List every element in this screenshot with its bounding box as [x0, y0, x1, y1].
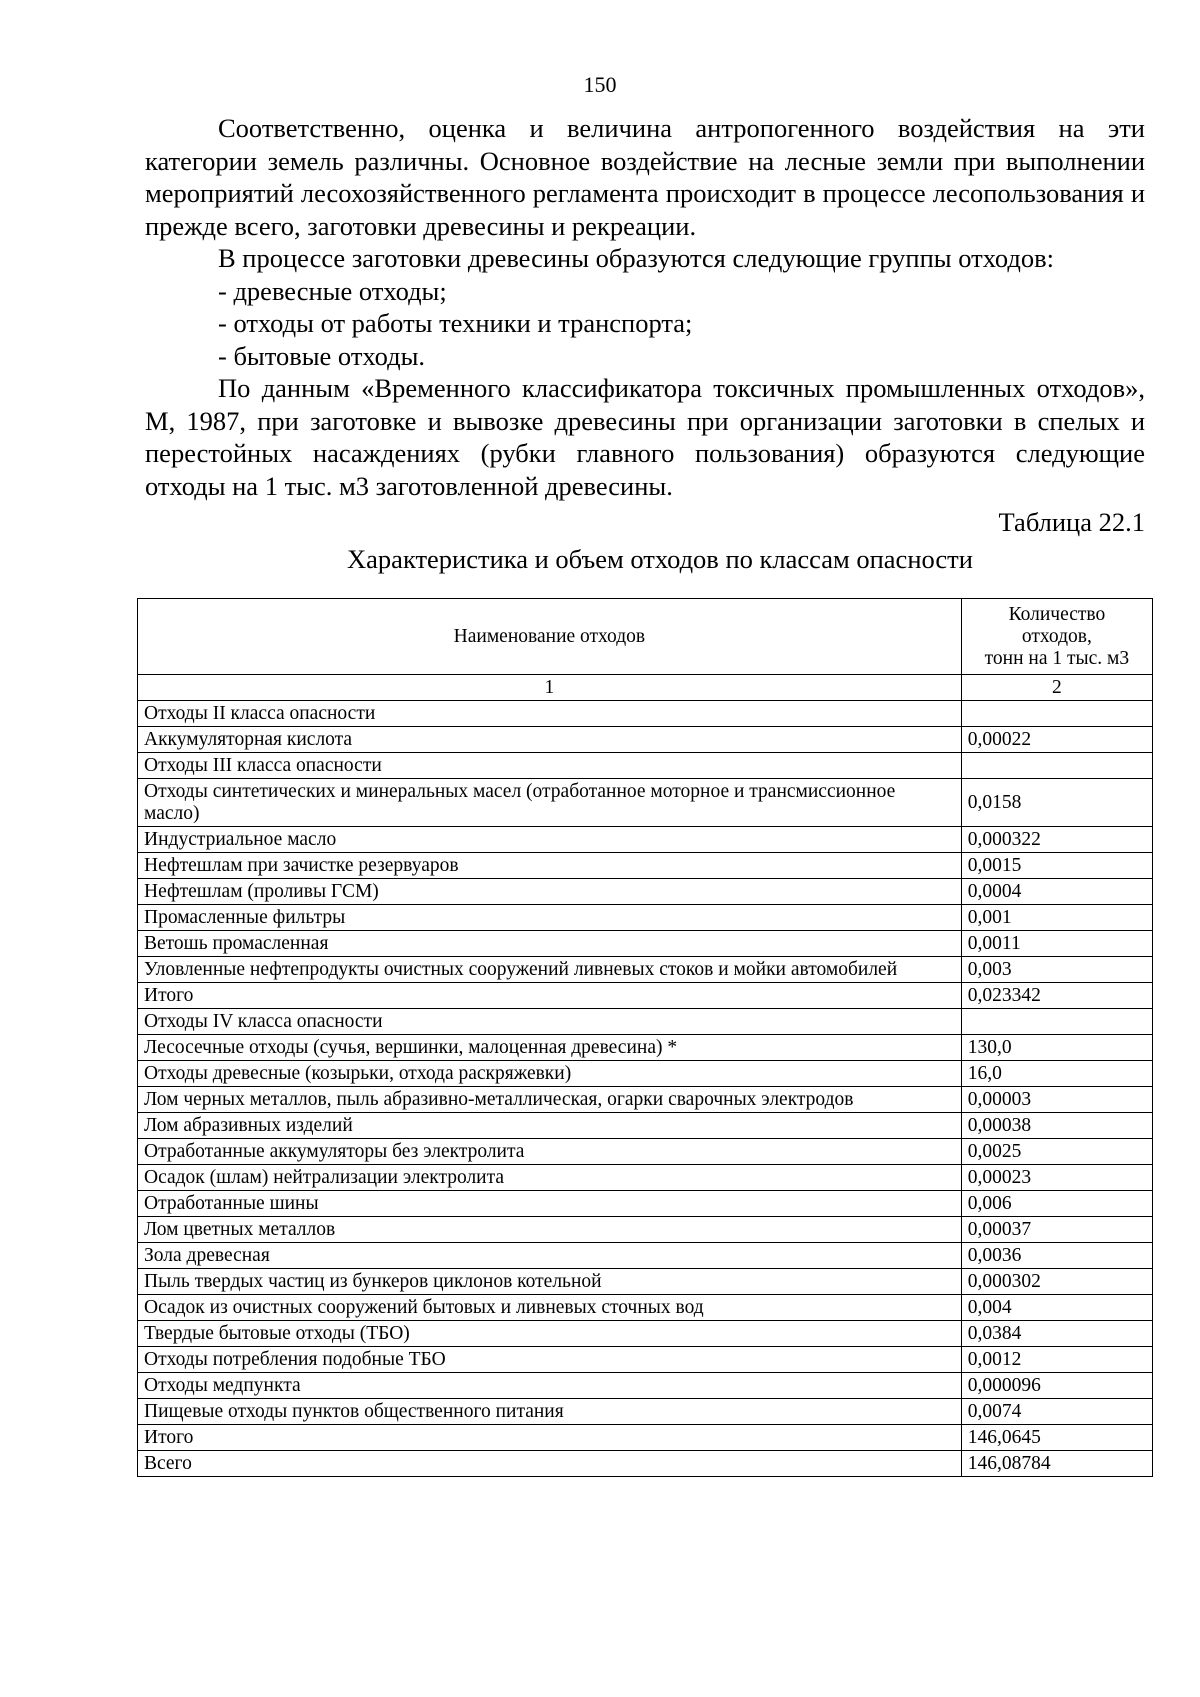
table-row — [138, 1035, 1153, 1061]
waste-qty-cell: 16,0 — [961, 1061, 1152, 1087]
table-label: Таблица 22.1 — [998, 507, 1145, 537]
table-row — [138, 1295, 1153, 1321]
waste-table — [137, 598, 1153, 1477]
table-row — [138, 701, 1153, 727]
table-row — [138, 879, 1153, 905]
waste-qty-cell: 0,004 — [961, 1295, 1152, 1321]
table-row — [138, 1217, 1153, 1243]
waste-name-cell: Пищевые отходы пунктов общественного питания — [138, 1399, 962, 1425]
waste-qty-cell: 0,0015 — [961, 853, 1152, 879]
table-row — [138, 931, 1153, 957]
page-number: 150 — [583, 72, 617, 97]
waste-name-cell: Твердые бытовые отходы (ТБО) — [138, 1321, 962, 1347]
waste-qty-cell: 146,0645 — [961, 1425, 1152, 1451]
waste-name-cell: Нефтешлам (проливы ГСМ) — [138, 879, 962, 905]
waste-qty-cell: 0,0384 — [961, 1321, 1152, 1347]
table-row — [138, 753, 1153, 779]
waste-qty-cell: 146,08784 — [961, 1451, 1152, 1477]
waste-name-cell: Отходы IV класса опасности — [138, 1009, 962, 1035]
table-row — [138, 1451, 1153, 1477]
table-row — [138, 983, 1153, 1009]
waste-qty-cell: 0,000096 — [961, 1373, 1152, 1399]
waste-qty-cell — [961, 701, 1152, 727]
table-row — [138, 1347, 1153, 1373]
waste-qty-cell: 0,000322 — [961, 827, 1152, 853]
waste-name-cell: Отходы древесные (козырьки, отхода раскряжевки) — [138, 1061, 962, 1087]
list-item: - древесные отходы; — [218, 275, 447, 306]
waste-qty-cell — [961, 753, 1152, 779]
paragraph-1: Соответственно, оценка и величина антропогенного воздействия на эти категории земель различны. Основное воздействие на лесные земли при выполнении мероприятий лесохозяйственного регламента происходит в процессе лесопользования и прежде всего, заготовки древесины и рекреации. — [145, 113, 1145, 241]
waste-qty-cell: 0,00003 — [961, 1087, 1152, 1113]
waste-name-cell: Всего — [138, 1451, 962, 1477]
waste-qty-cell: 0,006 — [961, 1191, 1152, 1217]
waste-name-cell: Нефтешлам при зачистке резервуаров — [138, 853, 962, 879]
table-row — [138, 1061, 1153, 1087]
header-name: Наименование отходов — [138, 599, 962, 675]
waste-qty-cell: 0,001 — [961, 905, 1152, 931]
header-qty-line1: Количество — [1008, 604, 1106, 625]
paragraph-2: В процессе заготовки древесины образуются следующие группы отходов: — [218, 243, 1055, 273]
table-row — [138, 827, 1153, 853]
waste-qty-cell: 130,0 — [961, 1035, 1152, 1061]
waste-qty-cell: 0,0158 — [961, 779, 1152, 827]
table-row — [138, 1139, 1153, 1165]
waste-name-cell: Отработанные аккумуляторы без электролита — [138, 1139, 962, 1165]
waste-name-cell: Лесосечные отходы (сучья, вершинки, малоценная древесина) * — [138, 1035, 962, 1061]
waste-name-cell: Лом цветных металлов — [138, 1217, 962, 1243]
table-row — [138, 1113, 1153, 1139]
waste-qty-cell: 0,00022 — [961, 727, 1152, 753]
table-row — [138, 1399, 1153, 1425]
waste-name-cell: Отходы потребления подобные ТБО — [138, 1347, 962, 1373]
table-row — [138, 1373, 1153, 1399]
column-number: 2 — [961, 675, 1152, 701]
waste-name-cell: Индустриальное масло — [138, 827, 962, 853]
waste-qty-cell: 0,000302 — [961, 1269, 1152, 1295]
waste-qty-cell: 0,023342 — [961, 983, 1152, 1009]
waste-name-cell: Уловленные нефтепродукты очистных сооружений ливневых стоков и мойки автомобилей — [138, 957, 962, 983]
waste-name-cell: Итого — [138, 1425, 962, 1451]
waste-name-cell: Отходы III класса опасности — [138, 753, 962, 779]
table-row — [138, 1165, 1153, 1191]
table-row — [138, 1243, 1153, 1269]
waste-name-cell: Отходы II класса опасности — [138, 701, 962, 727]
waste-qty-cell: 0,0036 — [961, 1243, 1152, 1269]
column-number: 1 — [138, 675, 962, 701]
table-row — [138, 957, 1153, 983]
table-header-row — [138, 599, 1153, 675]
waste-qty-cell: 0,0004 — [961, 879, 1152, 905]
paragraph-3: По данным «Временного классификатора токсичных промышленных отходов», М, 1987, при заготовке и вывозке древесины при организации заготовки в спелых и перестойных насаждениях (рубки главного пользования) образуются следующие отходы на 1 тыс. м3 заготовленной древесины. — [145, 373, 1145, 501]
table-row — [138, 1087, 1153, 1113]
header-qty-line2: отходов, — [1021, 626, 1092, 647]
table-row — [138, 905, 1153, 931]
table-caption: Характеристика и объем отходов по классам опасности — [347, 543, 973, 574]
table-row — [138, 727, 1153, 753]
table-row — [138, 779, 1153, 827]
waste-name-cell: Лом черных металлов, пыль абразивно-металлическая, огарки сварочных электродов — [138, 1087, 962, 1113]
table-row — [138, 1425, 1153, 1451]
waste-qty-cell: 0,00023 — [961, 1165, 1152, 1191]
waste-name-cell: Осадок (шлам) нейтрализации электролита — [138, 1165, 962, 1191]
waste-qty-cell: 0,0025 — [961, 1139, 1152, 1165]
waste-qty-cell — [961, 1009, 1152, 1035]
waste-name-cell: Отработанные шины — [138, 1191, 962, 1217]
table-row — [138, 853, 1153, 879]
waste-name-cell: Промасленные фильтры — [138, 905, 962, 931]
header-qty-line3: тонн на 1 тыс. м3 — [984, 648, 1130, 669]
list-item: - бытовые отходы. — [218, 340, 426, 371]
waste-name-cell: Аккумуляторная кислота — [138, 727, 962, 753]
waste-name-cell: Ветошь промасленная — [138, 931, 962, 957]
waste-qty-cell: 0,0074 — [961, 1399, 1152, 1425]
waste-name-cell: Лом абразивных изделий — [138, 1113, 962, 1139]
waste-name-cell: Отходы медпункта — [138, 1373, 962, 1399]
waste-qty-cell: 0,00037 — [961, 1217, 1152, 1243]
list-item: - отходы от работы техники и транспорта; — [218, 308, 693, 338]
waste-qty-cell: 0,0011 — [961, 931, 1152, 957]
table-row — [138, 1009, 1153, 1035]
waste-name-cell: Зола древесная — [138, 1243, 962, 1269]
waste-qty-cell: 0,00038 — [961, 1113, 1152, 1139]
waste-name-cell: Итого — [138, 983, 962, 1009]
waste-qty-cell: 0,0012 — [961, 1347, 1152, 1373]
table-row — [138, 1321, 1153, 1347]
table-row — [138, 1269, 1153, 1295]
waste-name-cell: Осадок из очистных сооружений бытовых и ливневых сточных вод — [138, 1295, 962, 1321]
waste-name-cell: Пыль твердых частиц из бункеров циклонов котельной — [138, 1269, 962, 1295]
table-row — [138, 1191, 1153, 1217]
waste-qty-cell: 0,003 — [961, 957, 1152, 983]
header-qty — [961, 599, 1152, 675]
waste-name-cell: Отходы синтетических и минеральных масел (отработанное моторное и трансмиссионное масло) — [138, 779, 962, 827]
column-number-row — [138, 675, 1153, 701]
body-text — [145, 112, 1145, 575]
